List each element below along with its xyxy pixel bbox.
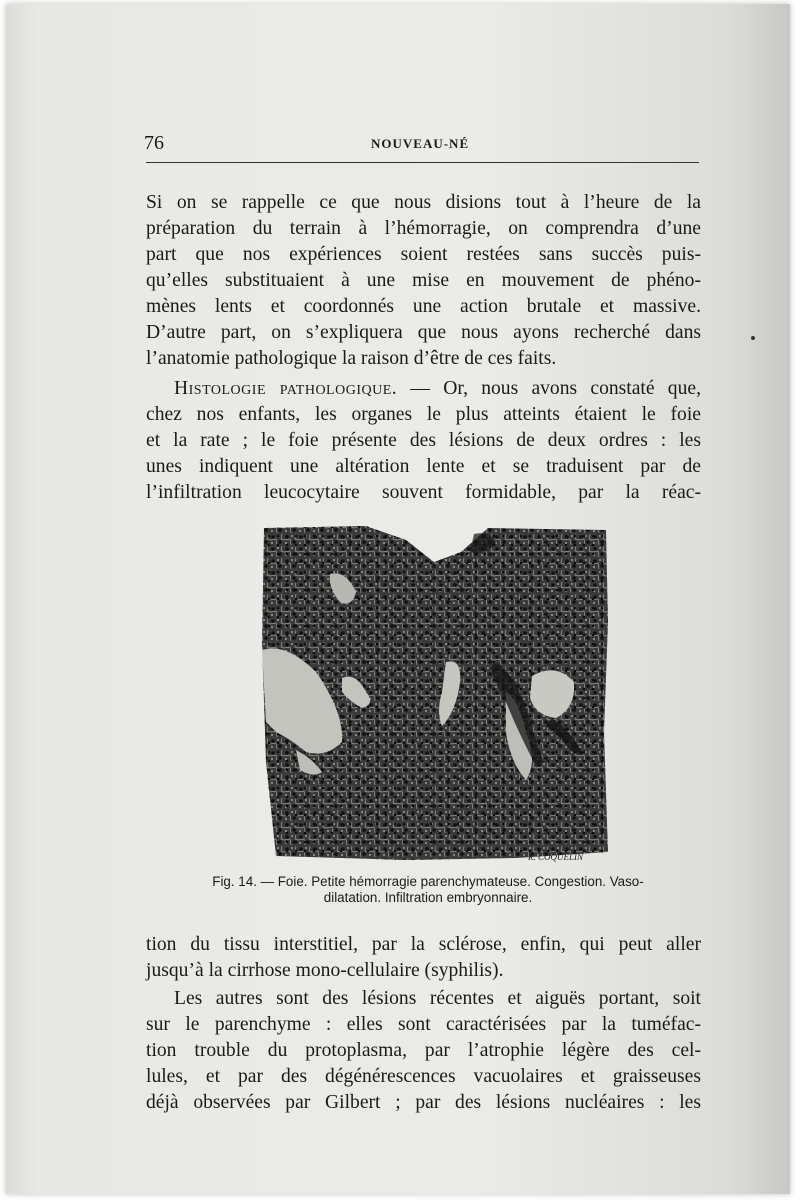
text-line: préparation du terrain à l’hémorragie, on comprendra d’une xyxy=(146,218,701,239)
illustrator-signature: R. COQUELIN xyxy=(528,852,584,862)
text-fragment: — Or, nous avons constaté que, xyxy=(397,378,701,399)
text-line: sur le parenchyme : elles sont caractérisées par la tuméfac- xyxy=(146,1014,701,1035)
figure-caption xyxy=(168,874,688,906)
text-line: l’anatomie pathologique la raison d’être de ces faits. xyxy=(146,348,557,369)
text-line: mènes lents et coordonnés une action brutale et massive. xyxy=(146,296,701,317)
text-line: qu’elles substituaient à une mise en mouvement de phéno- xyxy=(146,270,701,291)
paragraph-2 xyxy=(146,376,701,506)
book-page xyxy=(6,4,790,1194)
header-rule xyxy=(146,162,699,163)
text-line: Si on se rappelle ce que nous disions tout à l’heure de la xyxy=(146,192,701,213)
text-line: lules, et par des dégénérescences vacuolaires et graisseuses xyxy=(146,1066,701,1087)
text-line: tion trouble du protoplasma, par l’atrophie légère des cel- xyxy=(146,1040,701,1061)
running-title: NOUVEAU-NÉ xyxy=(371,136,470,151)
text-line: l’infiltration leucocytaire souvent formidable, par la réac- xyxy=(146,482,701,503)
text-line: tion du tissu interstitiel, par la sclérose, enfin, qui peut aller xyxy=(146,934,701,955)
text-line: D’autre part, on s’expliquera que nous ayons recherché dans xyxy=(146,322,701,343)
page-number: 76 xyxy=(144,132,164,154)
text-line: part que nos expériences soient restées sans succès puis- xyxy=(146,244,701,265)
text-line: unes indiquent une altération lente et se traduisent par de xyxy=(146,456,701,477)
paragraph-1 xyxy=(146,190,701,372)
text-line: jusqu’à la cirrhose mono-cellulaire (syphilis). xyxy=(146,960,504,981)
paragraph-4 xyxy=(146,986,701,1116)
text-line: Les autres sont des lésions récentes et aiguës portant, soit xyxy=(174,988,701,1009)
liver-histology-illustration xyxy=(256,522,616,867)
text-line xyxy=(146,376,701,402)
caption-line: dilatation. Infiltration embryonnaire. xyxy=(323,890,533,905)
paragraph-3 xyxy=(146,932,701,984)
text-line: déjà observées par Gilbert ; par des lésions nucléaires : les xyxy=(146,1092,701,1113)
section-heading: Histologie pathologique. xyxy=(174,378,398,399)
text-line: chez nos enfants, les organes le plus atteints étaient le foie xyxy=(146,404,701,425)
text-line: et la rate ; le foie présente des lésions de deux ordres : les xyxy=(146,430,701,451)
caption-line: Fig. 14. — Foie. Petite hémorragie parenchymateuse. Congestion. Vaso- xyxy=(212,874,644,889)
ink-speck xyxy=(751,336,755,340)
